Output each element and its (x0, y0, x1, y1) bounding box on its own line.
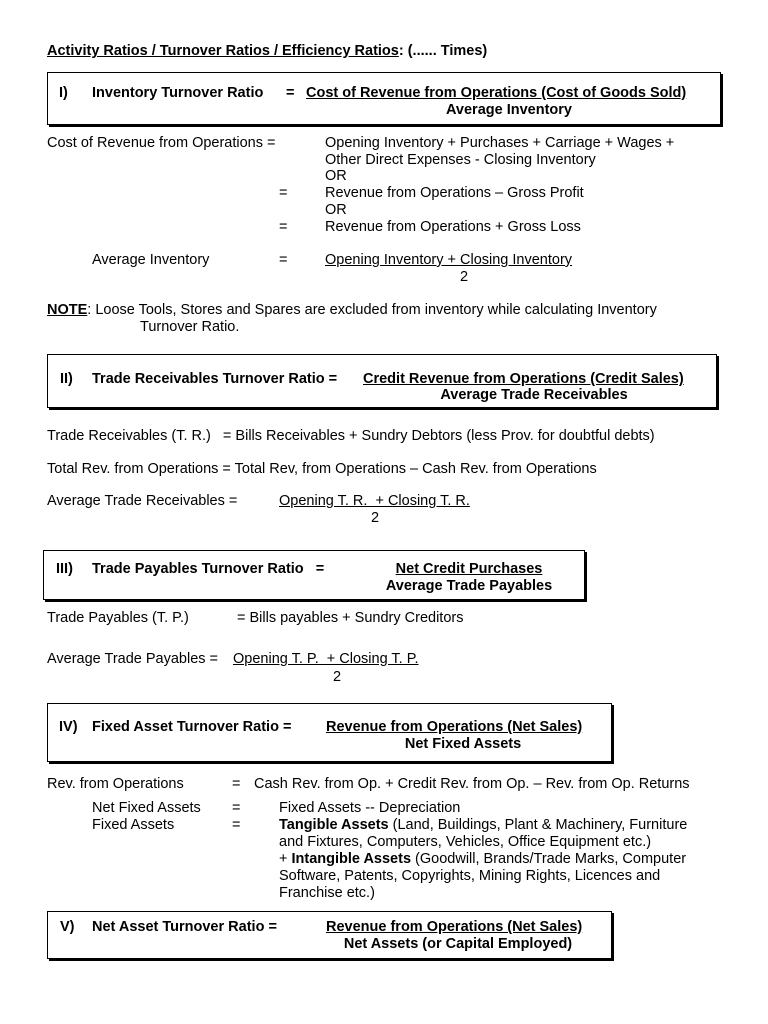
title-suffix: : (...... Times) (398, 43, 488, 59)
equals-sign: = (279, 185, 288, 201)
ratio-numerator: Cost of Revenue from Operations (Cost of Goods Sold) (306, 85, 687, 101)
trade-payables-definition: = Bills payables + Sundry Creditors (237, 610, 464, 626)
document-title (47, 43, 487, 60)
ratio-label: Inventory Turnover Ratio (92, 85, 264, 101)
ratio-label: Trade Receivables Turnover Ratio = (92, 371, 338, 387)
net-fixed-assets-label: Net Fixed Assets (92, 800, 201, 816)
equals-sign: = (279, 252, 288, 268)
revenue-from-operations-definition: Cash Rev. from Op. + Credit Rev. from Op. – Rev. from Op. Returns (254, 776, 690, 792)
equals-sign: = (286, 85, 295, 101)
or-text: OR (325, 168, 347, 184)
average-trade-payables-numerator: Opening T. P. + Closing T. P. (233, 651, 419, 667)
net-fixed-assets-definition: Fixed Assets -- Depreciation (279, 800, 461, 816)
average-trade-receivables-numerator: Opening T. R. + Closing T. R. (279, 493, 470, 509)
intangible-assets-line (279, 851, 686, 868)
total-revenue-definition: Total Rev. from Operations = Total Rev, from Operations – Cash Rev. from Operations (47, 461, 597, 477)
tangible-assets-line-2: and Fixtures, Computers, Vehicles, Office Equipment etc.) (279, 834, 652, 850)
plus-sign: + (279, 851, 292, 867)
intangible-assets-line-2: Software, Patents, Copyrights, Mining Rights, Licences and (279, 868, 661, 884)
average-trade-payables-denominator: 2 (333, 669, 342, 685)
ratio-label: Net Asset Turnover Ratio = (92, 919, 277, 935)
trade-payables-ratio-box (43, 550, 585, 600)
average-inventory-denominator: 2 (460, 269, 469, 285)
ratio-denominator: Average Trade Payables (385, 578, 553, 594)
cost-of-revenue-label: Cost of Revenue from Operations = (47, 135, 276, 151)
tangible-assets-line (279, 817, 687, 834)
ratio-denominator: Average Inventory (446, 102, 572, 118)
equals-sign: = (232, 817, 241, 833)
ratio-label: Fixed Asset Turnover Ratio = (92, 719, 292, 735)
cost-line-4: Revenue from Operations + Gross Loss (325, 219, 581, 235)
note-text: : Loose Tools, Stores and Spares are excluded from inventory while calculating Inventory (87, 302, 657, 318)
fixed-asset-ratio-box (47, 703, 612, 762)
note-label: NOTE (47, 302, 88, 318)
tangible-assets-heading: Tangible Assets (279, 817, 389, 833)
intangible-assets-text: (Goodwill, Brands/Trade Marks, Computer (411, 851, 687, 867)
note-paragraph (47, 302, 657, 319)
ratio-numerator: Net Credit Purchases (395, 561, 543, 577)
ratio-denominator: Net Fixed Assets (404, 736, 522, 752)
revenue-from-operations-label: Rev. from Operations (47, 776, 184, 792)
ratio-numerator: Credit Revenue from Operations (Credit Sales) (363, 371, 684, 387)
section-number: IV) (59, 719, 78, 735)
section-number: III) (56, 561, 73, 577)
tangible-assets-text: (Land, Buildings, Plant & Machinery, Furniture (388, 817, 688, 833)
intangible-assets-heading: Intangible Assets (291, 851, 412, 867)
or-text: OR (325, 202, 347, 218)
trade-payables-label: Trade Payables (T. P.) (47, 610, 189, 626)
average-trade-receivables-label: Average Trade Receivables = (47, 493, 238, 509)
section-number: I) (59, 85, 68, 101)
trade-receivables-ratio-box (47, 354, 717, 408)
trade-receivables-definition: Trade Receivables (T. R.) = Bills Receivables + Sundry Debtors (less Prov. for doubtful debts) (47, 428, 655, 444)
ratio-denominator: Net Assets (or Capital Employed) (343, 936, 573, 952)
ratio-label: Trade Payables Turnover Ratio = (92, 561, 325, 577)
intangible-assets-line-3: Franchise etc.) (279, 885, 375, 901)
cost-line-3: Revenue from Operations – Gross Profit (325, 185, 584, 201)
net-asset-ratio-box (47, 911, 612, 959)
inventory-ratio-box (47, 72, 721, 125)
section-number: II) (60, 371, 73, 387)
average-inventory-numerator: Opening Inventory + Closing Inventory (325, 252, 573, 268)
title-main: Activity Ratios / Turnover Ratios / Efficiency Ratios (47, 43, 399, 59)
fixed-assets-label: Fixed Assets (92, 817, 175, 833)
equals-sign: = (232, 800, 241, 816)
cost-line-1: Opening Inventory + Purchases + Carriage + Wages + (325, 135, 675, 151)
equals-sign: = (279, 219, 288, 235)
section-number: V) (60, 919, 75, 935)
ratio-numerator: Revenue from Operations (Net Sales) (326, 919, 583, 935)
note-text-continued: Turnover Ratio. (140, 319, 240, 335)
equals-sign: = (232, 776, 241, 792)
average-inventory-label: Average Inventory (92, 252, 210, 268)
average-trade-receivables-denominator: 2 (371, 510, 380, 526)
average-trade-payables-label: Average Trade Payables = (47, 651, 219, 667)
ratio-denominator: Average Trade Receivables (440, 387, 628, 403)
ratio-numerator: Revenue from Operations (Net Sales) (326, 719, 583, 735)
cost-line-2: Other Direct Expenses - Closing Inventory (325, 152, 596, 168)
